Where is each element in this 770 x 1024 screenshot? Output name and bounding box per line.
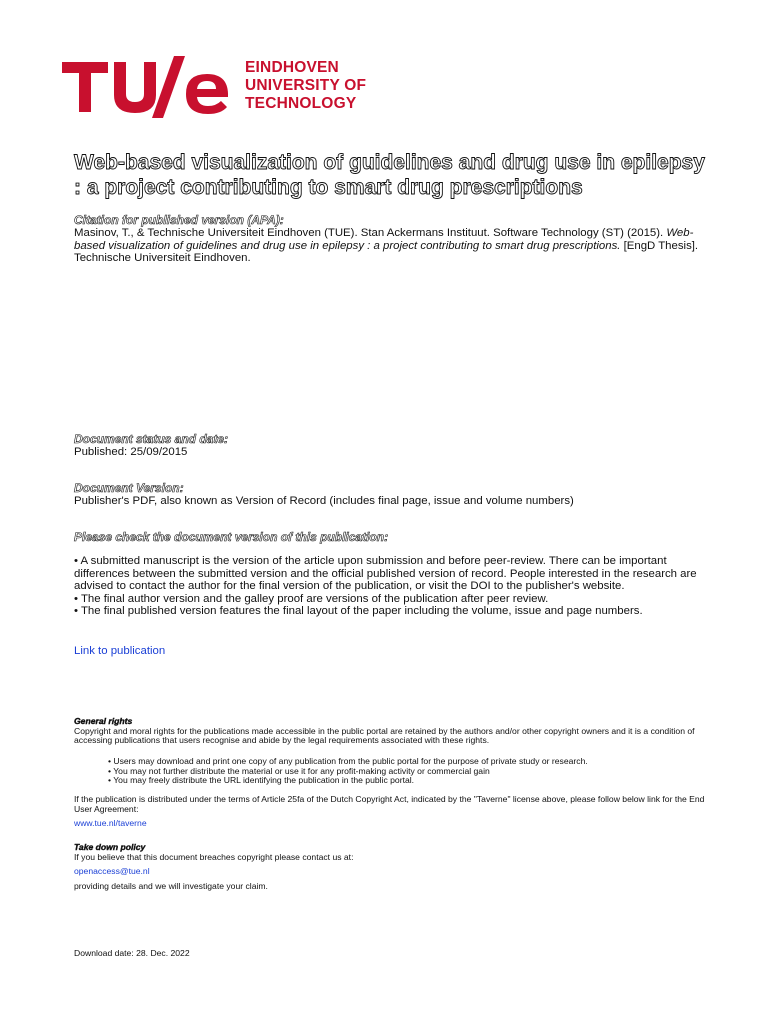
- rights-section: [74, 717, 724, 746]
- status-section: [74, 432, 704, 459]
- publication-link[interactable]: Link to publication: [74, 645, 166, 657]
- citation-title: Web-based visualization of guidelines and drug use in epilepsy : a project contributing to smart drug prescriptions.: [74, 227, 694, 252]
- taverne-link[interactable]: www.tue.nl/taverne: [74, 818, 147, 828]
- list-item: • A submitted manuscript is the version of the article upon submission and before peer-review. There can be important differences between the submitted version and the official published version of record. People interested in the research are advised to contact the author for the final version of the publication, or visit the DOI to the publisher's website.: [74, 555, 697, 593]
- citation-section: [74, 213, 704, 265]
- citation-text: [74, 227, 704, 265]
- article-text: If the publication is distributed under the terms of Article 25fa of the Dutch Copyright Act, indicated by the "Taverne" license above, please follow below link for the End User Agreement:: [74, 794, 705, 814]
- rights-text: Copyright and moral rights for the publications made accessible in the public portal are retained by the authors and/or other copyright owners and it is a condition of accessing publications that users recognise and abide by the legal requirements associated with these rights.: [74, 725, 695, 746]
- tue-logo-mark-icon: [62, 56, 232, 118]
- citation-source: [EngD Thesis]. Technische Universiteit Eindhoven.: [74, 239, 699, 265]
- rights-label: General rights: [74, 716, 133, 726]
- version-section: [74, 481, 704, 508]
- takedown-label: Take down policy: [74, 842, 146, 852]
- list-item: • You may not further distribute the material or use it for any profit-making activity or commercial gain: [108, 765, 490, 776]
- list-item: • You may freely distribute the URL identifying the publication in the public portal.: [108, 775, 415, 786]
- download-date: Download date: 28. Dec. 2022: [74, 948, 190, 958]
- version-value: Publisher's PDF, also known as Version of Record (includes final page, issue and volume numbers): [74, 495, 574, 507]
- email-link[interactable]: openaccess@tue.nl: [74, 866, 150, 876]
- check-section: [74, 530, 704, 544]
- tue-logo: [62, 56, 232, 118]
- status-value: Published: 25/09/2015: [74, 446, 188, 458]
- university-name-line: EINDHOVEN: [245, 59, 339, 76]
- takedown-section: [74, 843, 714, 862]
- list-item: • The final author version and the galley proof are versions of the publication after peer review.: [74, 592, 549, 605]
- citation-authors: Masinov, T., & Technische Universiteit Eindhoven (TUE). Stan Ackermans Instituut. Software Technology (ST) (2015).: [74, 227, 667, 239]
- version-label: Document Version:: [74, 481, 184, 495]
- document-title: Web-based visualization of guidelines and drug use in epilepsy : a project contributing to smart drug prescriptions: [74, 151, 705, 199]
- rights-list: [108, 757, 708, 786]
- status-label: Document status and date:: [74, 432, 229, 446]
- citation-label: Citation for published version (APA):: [74, 213, 284, 227]
- university-name: [245, 59, 366, 113]
- list-item: • Users may download and print one copy of any publication from the public portal for the purpose of private study or research.: [108, 756, 588, 766]
- takedown-text: If you believe that this document breaches copyright please contact us at:: [74, 851, 354, 862]
- list-item: • The final published version features the final layout of the paper including the volume, issue and page numbers.: [74, 605, 643, 618]
- takedown-after: providing details and we will investigate your claim.: [74, 881, 268, 891]
- university-name-line: TECHNOLOGY: [245, 95, 357, 112]
- check-label: Please check the document version of this publication:: [74, 530, 389, 544]
- check-bullets: [74, 555, 704, 618]
- university-name-line: UNIVERSITY OF: [245, 77, 367, 94]
